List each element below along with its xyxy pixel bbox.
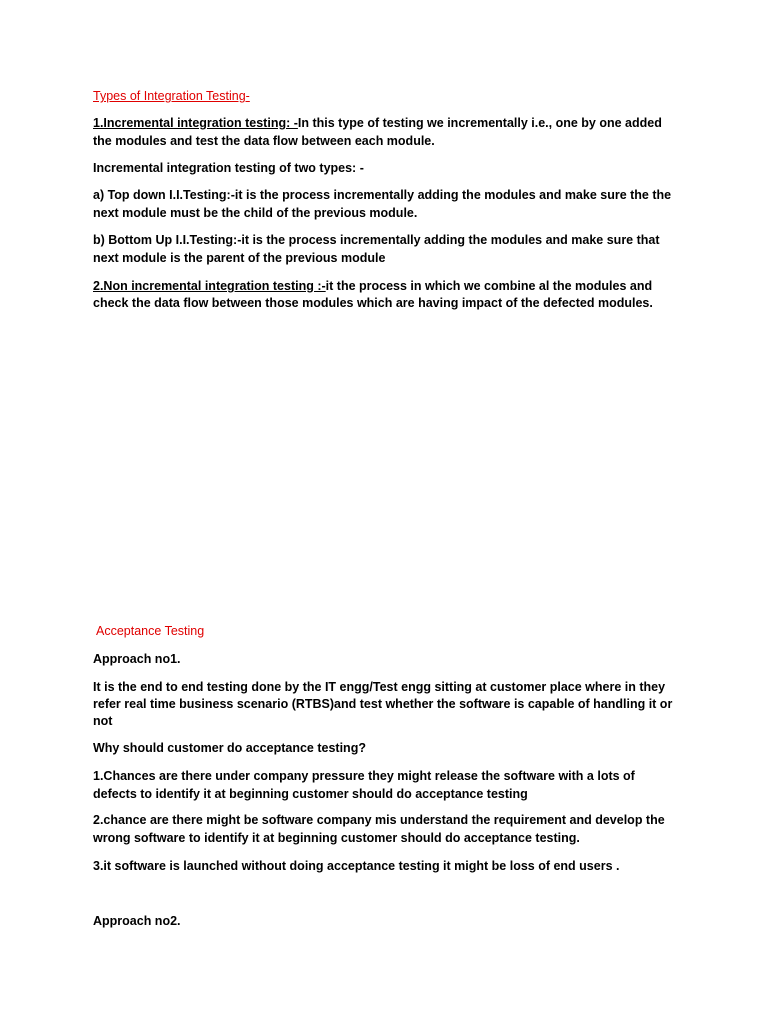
reason2-line1: 2.chance are there might be software company mis understand the requirement and develop the	[93, 813, 665, 827]
reason1-line2: defects to identify it at beginning customer should do acceptance testing	[93, 787, 528, 801]
types-intro: Incremental integration testing of two types: -	[93, 161, 364, 175]
item2-line1	[93, 277, 652, 295]
question: Why should customer do acceptance testing?	[93, 741, 366, 755]
type-a-line2: next module must be the child of the previous module.	[93, 206, 418, 220]
definition-line2: refer real time business scenario (RTBS)and test whether the software is capable of handling it or	[93, 697, 673, 711]
definition-line3: not	[93, 714, 113, 728]
section-heading-integration-testing: Types of Integration Testing-	[93, 89, 250, 103]
item2-label: 2.Non incremental integration testing :-	[93, 279, 326, 293]
approach1-label: Approach no1.	[93, 652, 181, 666]
item1-line2: the modules and test the data flow between each module.	[93, 134, 435, 148]
item1-label: 1.Incremental integration testing: -	[93, 116, 298, 130]
type-a-line1: a) Top down I.I.Testing:-it is the process incrementally adding the modules and make sure the the	[93, 188, 672, 202]
approach2-label: Approach no2.	[93, 914, 181, 928]
reason3: 3.it software is launched without doing acceptance testing it might be loss of end users .	[93, 859, 620, 873]
section-heading-acceptance-testing: Acceptance Testing	[96, 624, 205, 638]
item1-text: In this type of testing we incrementally i.e., one by one added	[297, 116, 662, 130]
reason2-line2: wrong software to identify it at beginning customer should do acceptance testing.	[93, 831, 580, 845]
reason1-line1: 1.Chances are there under company pressure they might release the software with a lots of	[93, 769, 635, 783]
definition-line1: It is the end to end testing done by the IT engg/Test engg sitting at customer place where in they	[93, 680, 666, 694]
type-b-line1: b) Bottom Up I.I.Testing:-it is the process incrementally adding the modules and make sure that	[93, 233, 660, 247]
type-b-line2: next module is the parent of the previous module	[93, 251, 386, 265]
item2-text: it the process in which we combine al the modules and	[325, 279, 653, 293]
item2-line2: check the data flow between those modules which are having impact of the defected modules.	[93, 296, 653, 310]
item1-line1	[93, 114, 662, 132]
